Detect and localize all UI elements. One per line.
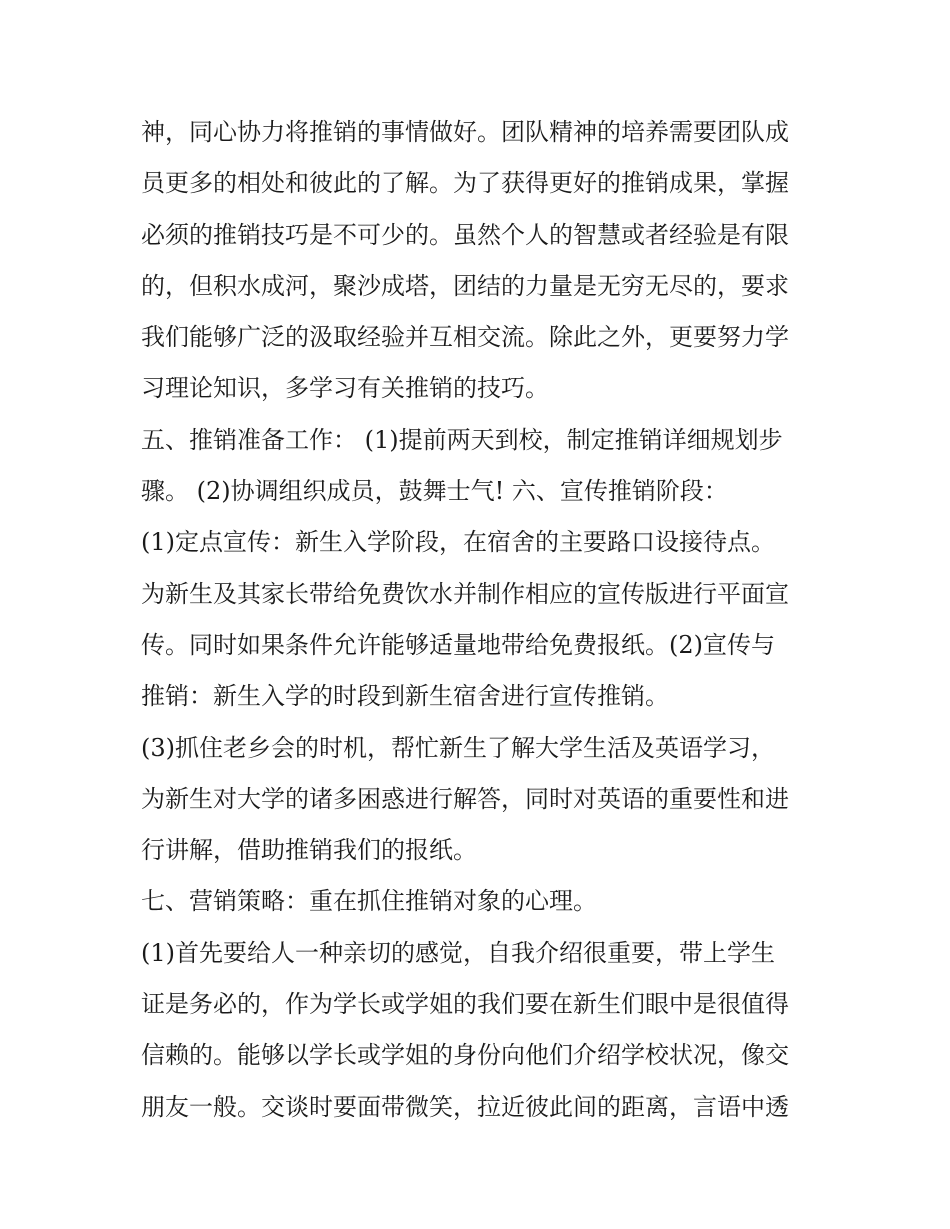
text-line: 朋友一般。交谈时要面带微笑，拉近彼此间的距离，言语中透 [141,1092,789,1121]
text-line: 的，但积水成河，聚沙成塔，团结的力量是无穷无尽的，要求 [141,271,789,300]
text-line: 神，同心协力将推销的事情做好。团队精神的培养需要团队成 [141,118,789,146]
text-line: 为新生及其家长带给免费饮水并制作相应的宣传版进行平面宣 [141,579,789,608]
document-body [141,107,821,1133]
text-line: (3)抓住老乡会的时机，帮忙新生了解大学生活及英语学习， [141,733,775,762]
text-line: 行讲解，借助推销我们的报纸。 [141,836,477,865]
text-line: 习理论知识，多学习有关推销的技巧。 [141,374,549,403]
text-line: 骤。 (2)协调组织成员，鼓舞士气! 六、宣传推销阶段： [141,477,728,506]
section-heading-line: 五、推销准备工作： (1)提前两天到校，制定推销详细规划步 [141,425,783,454]
text-line: 员更多的相处和彼此的了解。为了获得更好的推销成果，掌握 [141,169,789,198]
text-line: 证是务必的，作为学长或学姐的我们要在新生们眼中是很值得 [141,990,789,1019]
text-line: 信赖的。能够以学长或学姐的身份向他们介绍学校状况，像交 [141,1041,789,1070]
text-line: 传。同时如果条件允许能够适量地带给免费报纸。(2)宣传与 [141,630,775,659]
text-line: 为新生对大学的诸多困惑进行解答，同时对英语的重要性和进 [141,784,789,813]
text-line: 我们能够广泛的汲取经验并互相交流。除此之外，更要努力学 [141,323,789,352]
text-line: (1)首先要给人一种亲切的感觉，自我介绍很重要，带上学生 [141,938,775,967]
section-heading-line: 七、营销策略：重在抓住推销对象的心理。 [141,887,597,916]
text-line: (1)定点宣传：新生入学阶段，在宿舍的主要路口设接待点。 [141,528,775,557]
text-line: 推销：新生入学的时段到新生宿舍进行宣传推销。 [141,682,669,711]
text-line: 必须的推销技巧是不可少的。虽然个人的智慧或者经验是有限 [141,220,789,249]
